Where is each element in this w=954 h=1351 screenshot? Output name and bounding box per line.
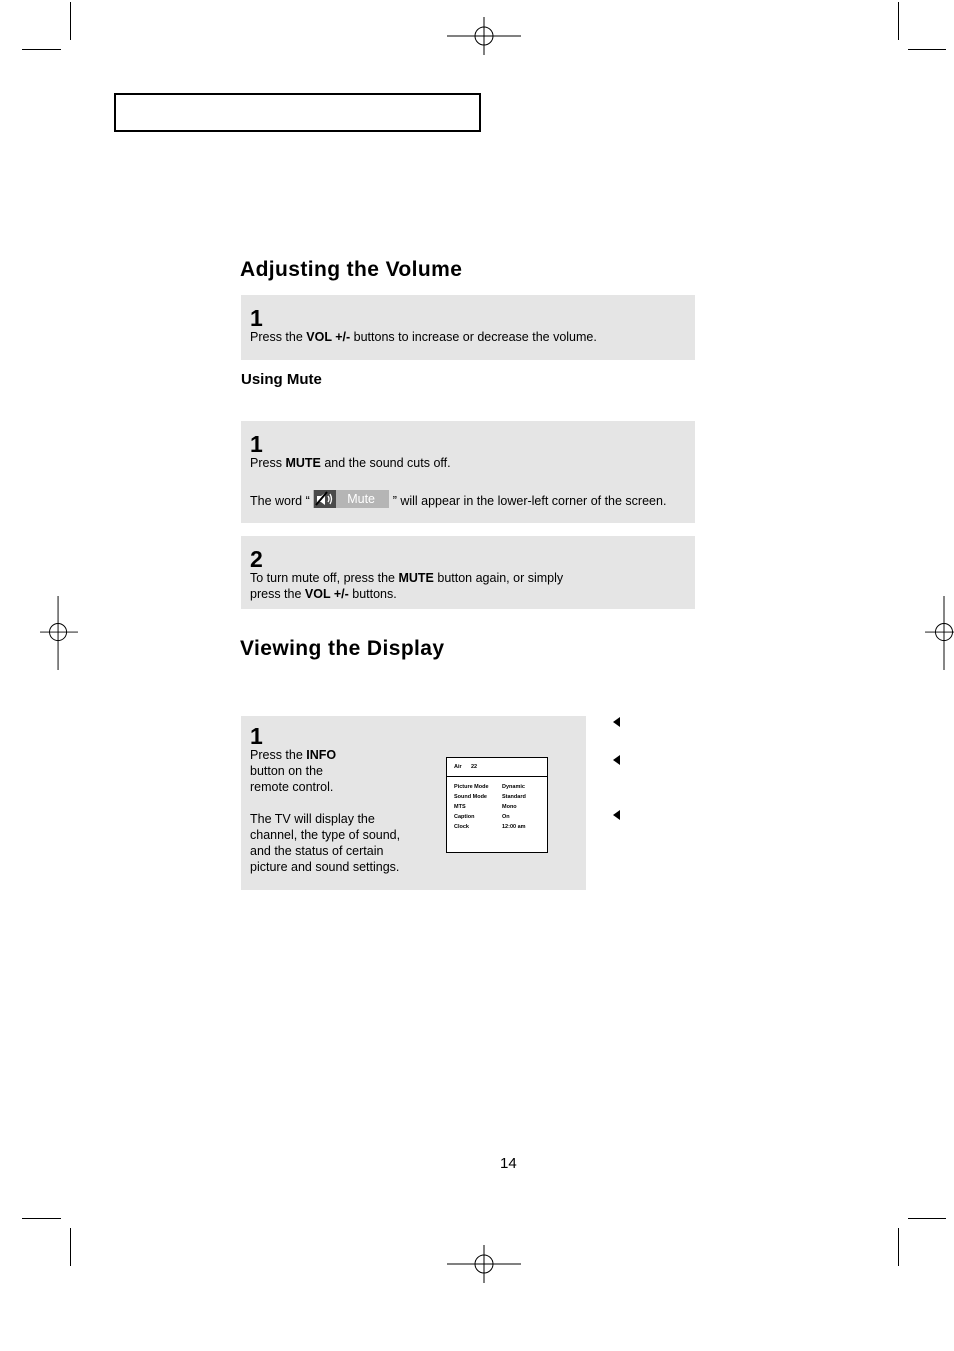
osd-row: Picture Mode Dynamic xyxy=(454,784,525,790)
section-title-volume: Adjusting the Volume xyxy=(240,258,463,281)
step-number: 1 xyxy=(250,431,263,457)
registration-mark-left xyxy=(22,596,96,670)
step-text: To turn mute off, press the MUTE button again, or simply xyxy=(250,571,564,585)
subsection-title-mute: Using Mute xyxy=(241,371,322,388)
header-box xyxy=(114,93,481,132)
osd-row: Clock 12:00 am xyxy=(454,824,526,830)
step-text: remote control. xyxy=(250,780,334,794)
mute-step-2 xyxy=(241,536,695,609)
step-text: Press the VOL +/- buttons to increase or decrease the volume. xyxy=(250,330,597,344)
callout-arrow-icon xyxy=(613,755,620,765)
crop-mark xyxy=(908,1218,946,1219)
step-number: 2 xyxy=(250,546,263,572)
page-number: 14 xyxy=(500,1155,517,1172)
crop-mark xyxy=(70,1228,71,1266)
step-text: button on the xyxy=(250,764,323,778)
crop-mark xyxy=(898,1228,899,1266)
step-text: and the status of certain xyxy=(250,844,384,858)
callout-arrow-icon xyxy=(613,717,620,727)
mute-badge: Mute xyxy=(313,490,389,508)
step-text: Press the INFO xyxy=(250,748,337,762)
registration-mark-right xyxy=(907,596,954,670)
mute-step-1 xyxy=(241,421,695,523)
osd-row: Caption On xyxy=(454,814,510,820)
step-text: picture and sound settings. xyxy=(250,860,400,874)
step-text: press the VOL +/- buttons. xyxy=(250,587,397,601)
osd-source: Air xyxy=(454,764,462,770)
callout-arrow-icon xyxy=(613,810,620,820)
crop-mark xyxy=(22,1218,61,1219)
step-text: The TV will display the xyxy=(250,812,375,826)
osd-channel: 22 xyxy=(471,764,478,770)
crop-mark xyxy=(22,49,61,50)
step-text: channel, the type of sound, xyxy=(250,828,401,842)
volume-step-1 xyxy=(241,295,695,360)
mute-speaker-icon xyxy=(314,490,336,508)
crop-mark xyxy=(908,49,946,50)
step-text: The word “ Mute ” will appear in the lower-left corner of the screen. xyxy=(250,492,667,508)
osd-row: MTS Mono xyxy=(454,804,517,810)
registration-mark-bottom xyxy=(447,1228,521,1302)
step-text: Press MUTE and the sound cuts off. xyxy=(250,456,451,470)
step-number: 1 xyxy=(250,723,263,749)
info-display-screen xyxy=(446,757,548,853)
section-title-display: Viewing the Display xyxy=(240,637,445,660)
osd-row: Sound Mode Standard xyxy=(454,794,526,800)
crop-mark xyxy=(70,2,71,40)
info-display-header xyxy=(447,758,547,777)
step-number: 1 xyxy=(250,305,263,331)
crop-mark xyxy=(898,2,899,40)
registration-mark-top xyxy=(447,0,521,74)
